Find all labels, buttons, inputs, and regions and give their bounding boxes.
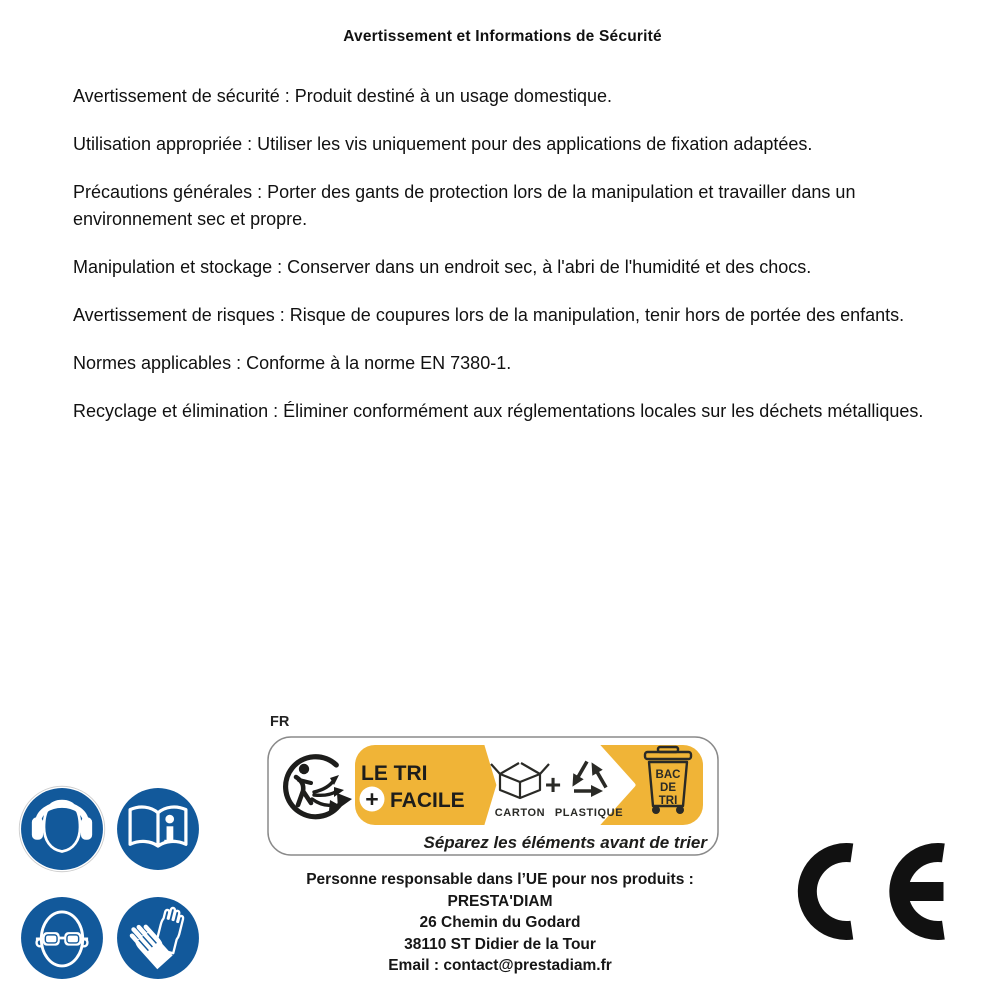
- wear-protective-gloves-icon: [113, 893, 203, 983]
- material-label-carton: CARTON: [494, 807, 546, 819]
- material-label-plastique: PLASTIQUE: [554, 807, 624, 819]
- responsible-person-intro: Personne responsable dans l’UE pour nos produits :: [306, 871, 694, 888]
- responsible-person-block: [240, 869, 760, 977]
- address-city: 38110 ST Didier de la Tour: [404, 935, 596, 953]
- info-tri-recycling-banner: [267, 736, 719, 856]
- sorting-instruction: Séparez les éléments avant de trier: [423, 833, 707, 852]
- tri-headline-line1: LE TRI: [361, 762, 428, 785]
- paragraph-general-precautions: Précautions générales : Porter des gants de protection lors de la manipulation et travailler dans un environnement sec et propre.: [73, 182, 856, 229]
- bin-label-line3: TRI: [658, 795, 678, 807]
- bin-label-line2: DE: [660, 782, 676, 794]
- tri-headline-plus: +: [365, 786, 379, 812]
- tri-headline-line2: FACILE: [390, 789, 465, 812]
- bin-label-line1: BAC: [655, 769, 681, 781]
- mandatory-safety-pictograms: [17, 784, 203, 983]
- paragraph-recycling-disposal: Recyclage et élimination : Éliminer conformément aux réglementations locales sur les déchets métalliques.: [73, 401, 924, 421]
- paragraph-applicable-standards: Normes applicables : Conforme à la norme EN 7380-1.: [73, 353, 512, 373]
- contact-email: Email : contact@prestadiam.fr: [388, 957, 612, 974]
- wear-ear-protection-icon: [17, 784, 107, 874]
- page-title: Avertissement et Informations de Sécurité: [343, 28, 662, 45]
- ce-marking-logo: [795, 840, 965, 950]
- country-code-label: FR: [270, 714, 290, 730]
- paragraph-handling-storage: Manipulation et stockage : Conserver dans un endroit sec, à l'abri de l'humidité et des chocs.: [73, 257, 812, 277]
- wear-eye-protection-icon: [17, 893, 107, 983]
- paragraph-risk-warning: Avertissement de risques : Risque de coupures lors de la manipulation, tenir hors de portée des enfants.: [73, 305, 905, 325]
- company-name: PRESTA'DIAM: [447, 892, 553, 910]
- safety-paragraphs: [73, 83, 930, 446]
- address-street: 26 Chemin du Godard: [419, 914, 581, 931]
- paragraph-appropriate-use: Utilisation appropriée : Utiliser les vis uniquement pour des applications de fixation adaptées.: [73, 134, 813, 154]
- paragraph-safety-warning: Avertissement de sécurité : Produit destiné à un usage domestique.: [73, 86, 612, 106]
- materials-separator: +: [544, 769, 562, 800]
- read-instruction-manual-icon: [113, 784, 203, 874]
